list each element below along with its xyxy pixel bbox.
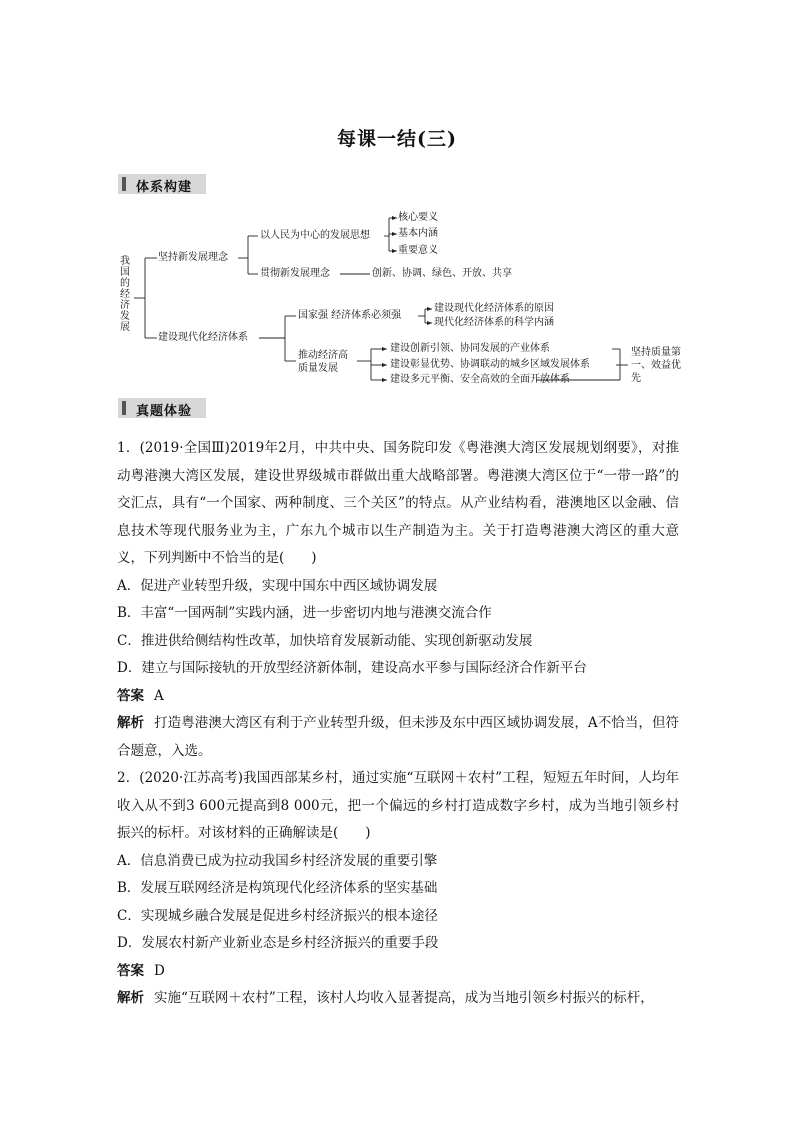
diagram-b2: 建设现代化经济体系	[158, 332, 248, 343]
answer-label: 答案	[117, 687, 144, 704]
section-practice-label: 真题体验	[136, 404, 193, 419]
answer-line	[117, 683, 679, 711]
question-stem: 2．(2020·江苏高考)我国西部某乡村，通过实施“互联网＋农村”工程，短短五年时间，人均年收入从不到3 600元提高到8 000元，把一个偏远的乡村打造成数字乡村，成为当地引领乡村振兴的标杆。对该材料的正确解读是( )	[117, 770, 679, 841]
diagram-b2a: 国家强 经济体系必须强	[298, 310, 402, 321]
section-practice-tag	[118, 398, 206, 418]
section-framework-tag	[118, 174, 206, 194]
explanation	[117, 710, 679, 765]
diagram-b2a1: 建设现代化经济体系的原因	[434, 303, 554, 314]
option-d: D．发展农村新产业新业态是乡村经济振兴的重要手段	[117, 935, 439, 951]
option-b: B．发展互联网经济是构筑现代化经济体系的坚实基础	[117, 880, 438, 896]
option-a: A．信息消费已成为拉动我国乡村经济发展的重要引擎	[117, 852, 438, 869]
section-tag-bar	[122, 177, 126, 191]
answer-label: 答案	[117, 962, 144, 979]
question-1	[117, 435, 679, 765]
explain-text: 实施“互联网＋农村”工程，该村人均收入显著提高，成为当地引领乡村振兴的标杆，	[154, 990, 654, 1006]
option-d: D．建立与国际接轨的开放型经济新体制，建设高水平参与国际经济合作新平台	[117, 660, 587, 676]
diagram-root: 我国的经济发展	[120, 256, 130, 333]
question-2	[117, 765, 679, 1013]
answer-value: A	[154, 687, 164, 704]
diagram-b1: 坚持新发展理念	[158, 252, 228, 263]
option-c: C．实现城乡融合发展是促进乡村经济振兴的根本途径	[117, 907, 438, 924]
diagram-b1a: 以人民为中心的发展思想	[260, 230, 370, 241]
diagram-lines	[0, 0, 794, 400]
option-b: B．丰富“一国两制”实践内涵，进一步密切内地与港澳交流合作	[117, 605, 492, 621]
section-framework-label: 体系构建	[136, 180, 193, 195]
diagram-b2a2: 现代化经济体系的科学内涵	[434, 317, 554, 328]
diagram-b2b2: 建设彰显优势、协调联动的城乡区域发展体系	[390, 359, 590, 370]
answer-value: D	[154, 962, 165, 979]
option-a: A．促进产业转型升级，实现中国东中西区域协调发展	[117, 577, 438, 594]
diagram-b1a3: 重要意义	[398, 245, 438, 256]
diagram-b1a2: 基本内涵	[398, 228, 438, 239]
explain-label: 解析	[117, 715, 145, 731]
page-title: 每课一结(三)	[337, 128, 457, 150]
question-stem: 1．(2019·全国Ⅲ)2019年2月，中共中央、国务院印发《粤港澳大湾区发展规划纲要》，对推动粤港澳大湾区发展，建设世界级城市群做出重大战略部署。粤港澳大湾区位于“一带一路”的交汇点，具有“一个国家、两种制度、三个关区”的特点。从产业结构看，港澳地区以金融、信息技术等现代服务业为主，广东九个城市以生产制造为主。关于打造粤港澳大湾区的重大意义，下列判断中不恰当的是( )	[117, 440, 679, 566]
answer-line	[117, 958, 679, 986]
diagram-b1b: 贯彻新发展理念	[260, 268, 330, 279]
explain-label: 解析	[117, 990, 144, 1006]
diagram-b1a1: 核心要义	[398, 212, 438, 223]
diagram-b2b4: 坚持质量第一、效益优先	[631, 347, 681, 384]
diagram-b2b3: 建设多元平衡、安全高效的全面开放体系	[390, 374, 570, 385]
diagram-b1b1: 创新、协调、绿色、开放、共享	[372, 268, 512, 279]
diagram-b2b: 推动经济高质量发展	[298, 350, 348, 374]
option-c: C．推进供给侧结构性改革，加快培育发展新动能、实现创新驱动发展	[117, 632, 533, 649]
diagram-b2b1: 建设创新引领、协同发展的产业体系	[390, 343, 550, 354]
questions-content	[117, 435, 679, 1013]
explain-text: 打造粤港澳大湾区有利于产业转型升级，但未涉及东中西区域协调发展，A不恰当，但符合题意，入选。	[117, 715, 680, 759]
explanation	[117, 985, 679, 1013]
section-tag-bar	[122, 401, 126, 415]
